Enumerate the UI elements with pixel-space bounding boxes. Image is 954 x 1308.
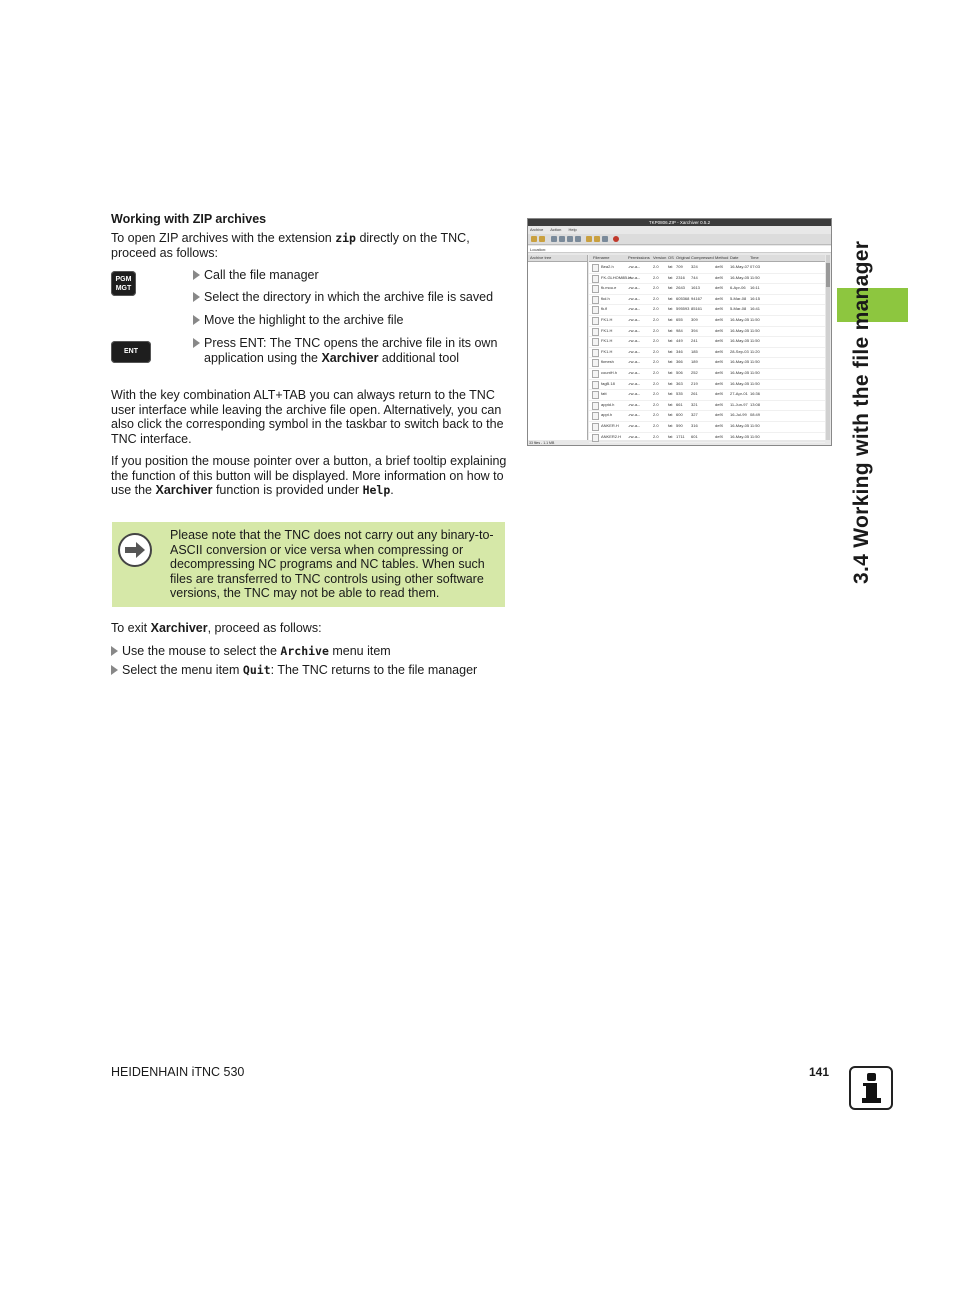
file-cell: fat	[668, 359, 673, 365]
file-cell: 600	[676, 412, 683, 418]
file-cell: 2.0	[653, 274, 659, 280]
file-cell: 5-Mar-08	[730, 295, 747, 301]
file-icon	[592, 391, 599, 399]
inline-code-zip: zip	[335, 231, 356, 245]
status-bar: 33 files - 1.1 MB	[529, 441, 555, 445]
file-cell: -rw-a--	[628, 274, 640, 280]
file-cell: 16-Jul-99	[730, 412, 747, 418]
file-cell: 11:50	[750, 423, 760, 428]
file-cell: FK1.H	[601, 338, 613, 344]
file-cell: 2.0	[653, 370, 659, 375]
file-icon	[592, 275, 599, 283]
file-cell: fk.fl	[601, 306, 608, 312]
file-cell: FK1.H	[601, 348, 613, 354]
file-cell: FK1.H	[601, 327, 613, 333]
file-cell: defX	[715, 264, 724, 269]
file-cell: fat	[668, 306, 673, 312]
arrow-right-icon	[118, 533, 152, 567]
file-cell: 2.0	[653, 264, 659, 269]
file-cell: 2.0	[653, 412, 659, 418]
window-title: TKP0806.ZIP - Xarchiver 0.5.2	[528, 219, 831, 226]
file-cell: 16-May-05	[730, 423, 750, 428]
file-cell: 2.0	[653, 306, 659, 312]
file-icon	[592, 402, 599, 410]
triangle-bullet-icon	[111, 665, 118, 675]
step-item: Press ENT: The TNC opens the archive file in its own application using the Xarchiver additional tool	[193, 336, 519, 365]
file-cell: 28-Sep-03	[730, 348, 749, 354]
page-number: 141	[809, 1065, 830, 1079]
file-cell: ANKER2.H	[601, 433, 622, 439]
file-icon	[592, 412, 599, 420]
file-cell: 309	[691, 317, 698, 322]
archive-tree-panel[interactable]	[528, 255, 588, 440]
inline-code-help: Help	[362, 483, 391, 497]
pgm-mgt-key-icon: PGM MGT	[111, 271, 136, 296]
file-cell: fat	[668, 380, 673, 386]
file-cell: 2.0	[653, 359, 659, 365]
file-cell: 394	[691, 327, 698, 333]
file-cell: 11:50	[750, 317, 760, 322]
column-header[interactable]: OS	[668, 255, 674, 260]
file-cell: 744	[691, 274, 698, 280]
file-cell: 16-May-05	[730, 274, 750, 280]
file-cell: 316	[691, 423, 698, 428]
file-cell: -rw-a--	[628, 295, 640, 301]
file-icon	[592, 317, 599, 325]
file-cell: 321	[691, 401, 698, 407]
file-cell: ANKER.H	[601, 423, 619, 428]
file-cell: fkd.h	[601, 295, 610, 301]
file-cell: 16:41	[750, 306, 761, 312]
file-cell: fat	[668, 338, 673, 344]
file-cell: -rw-a--	[628, 391, 640, 397]
file-cell: 2316	[676, 274, 685, 280]
file-cell: defX	[715, 423, 724, 428]
column-header[interactable]: Method	[715, 255, 729, 260]
extract-icon[interactable]	[586, 236, 592, 242]
file-cell: 241	[691, 338, 698, 344]
file-cell: defX	[715, 327, 724, 333]
file-cell: 2.0	[653, 433, 659, 439]
file-cell: 85161	[691, 306, 703, 312]
file-cell: 2.0	[653, 401, 659, 407]
file-icon	[592, 296, 599, 304]
file-cell: 16-May-07	[730, 264, 750, 269]
file-cell: 2643	[676, 285, 685, 291]
file-icon	[592, 328, 599, 336]
ent-key-icon: ENT	[111, 341, 151, 363]
file-cell: defX	[715, 306, 724, 312]
file-cell: -rw-a--	[628, 433, 640, 439]
file-cell: fagB.18	[601, 380, 615, 386]
location-bar[interactable]: Location:	[528, 246, 831, 253]
file-cell: fat	[668, 423, 673, 428]
file-icon	[592, 381, 599, 389]
file-row[interactable]	[589, 432, 825, 444]
toolbar	[528, 234, 831, 245]
menu-action[interactable]: Action	[550, 227, 562, 232]
file-cell: 346	[676, 348, 683, 354]
file-cell: 16:15	[750, 295, 761, 301]
file-cell: 189	[691, 359, 698, 365]
add-icon[interactable]	[594, 236, 600, 242]
file-cell: defX	[715, 433, 724, 439]
file-cell: 07:03	[750, 264, 761, 269]
file-icon	[592, 434, 599, 442]
file-cell: 327	[691, 412, 698, 418]
file-cell: defX	[715, 391, 724, 397]
file-cell: 11:20	[750, 348, 760, 354]
file-cell: 16-May-05	[730, 380, 750, 386]
file-icon	[592, 264, 599, 272]
file-cell: 2.0	[653, 380, 659, 386]
file-cell: defX	[715, 338, 724, 344]
file-cell: 27-Apr-01	[730, 391, 748, 397]
file-cell: fat	[668, 412, 673, 418]
file-cell: -rw-a--	[628, 327, 640, 333]
triangle-bullet-icon	[193, 270, 200, 280]
menu-help[interactable]: Help	[568, 227, 577, 232]
paragraph-tooltip: If you position the mouse pointer over a button, a brief tooltip explaining the function of this button will be displayed. More information on how to use the Xarchiver function is provided under Help.	[111, 454, 507, 497]
file-cell: 595593	[676, 306, 690, 312]
file-cell: fat	[668, 317, 673, 322]
menu-archive[interactable]: Archive	[530, 227, 544, 232]
file-cell: fat	[668, 285, 673, 291]
file-cell: -rw-a--	[628, 359, 640, 365]
file-cell: 16-May-05	[730, 359, 750, 365]
file-cell: -rw-a--	[628, 285, 640, 291]
file-cell: 2.0	[653, 391, 659, 397]
file-cell: defX	[715, 317, 724, 322]
section-heading: Working with ZIP archives	[111, 212, 267, 226]
file-cell: 709	[676, 264, 683, 269]
file-cell: defX	[715, 380, 724, 386]
file-cell: 185	[691, 348, 698, 354]
intro-paragraph: To open ZIP archives with the extension zip directly on the TNC, proceed as follows:	[111, 231, 470, 260]
file-cell: fatt	[601, 391, 607, 397]
file-cell: 94167	[691, 295, 703, 301]
file-cell: defX	[715, 285, 724, 291]
file-cell: 11:50	[750, 338, 760, 344]
column-header[interactable]: Filename	[593, 255, 610, 260]
file-icon	[592, 285, 599, 293]
column-header[interactable]: Compressed	[691, 255, 714, 260]
footer-product: HEIDENHAIN iTNC 530	[111, 1065, 245, 1079]
file-cell: fk.mou.e	[601, 285, 617, 291]
triangle-bullet-icon	[193, 292, 200, 302]
file-cell: defX	[715, 274, 724, 280]
file-cell: 605368	[676, 295, 690, 301]
file-cell: 16-May-05	[730, 317, 750, 322]
file-cell: 661	[676, 401, 683, 407]
step-item: Move the highlight to the archive file	[193, 313, 508, 328]
file-cell: -rw-a--	[628, 380, 640, 386]
file-cell: 16:11	[750, 285, 760, 291]
column-header[interactable]: Date	[730, 255, 739, 260]
file-cell: fat	[668, 401, 673, 407]
xarchiver-screenshot	[527, 218, 832, 446]
file-cell: 2.0	[653, 423, 659, 428]
view-icon[interactable]	[602, 236, 608, 242]
file-cell: 6-Apr-06	[730, 285, 746, 291]
menu-bar	[530, 227, 583, 233]
file-cell: -rw-a--	[628, 348, 640, 354]
file-cell: 13:08	[750, 401, 761, 407]
file-cell: 11-Jun-97	[730, 401, 748, 407]
file-cell: -rw-a--	[628, 264, 640, 269]
note-text: Please note that the TNC does not carry out any binary-to-ASCII conversion or vice versa when compressing or decompressing NC programs and NC tables. When such files are transferred to TNC controls using other software versions, the TNC may not be able to read them.	[170, 528, 494, 600]
file-cell: 590	[676, 423, 683, 428]
back-icon[interactable]	[551, 236, 557, 242]
file-icon	[592, 338, 599, 346]
info-icon	[849, 1066, 893, 1110]
file-cell: 11:50	[750, 274, 760, 280]
file-cell: FK-GLHOM8B.H	[601, 274, 632, 280]
file-cell: 261	[691, 391, 698, 397]
file-cell: 16-May-05	[730, 338, 750, 344]
file-cell: appt.h	[601, 412, 613, 418]
file-cell: 2.0	[653, 348, 659, 354]
file-cell: 363	[676, 380, 683, 386]
file-cell: 324	[691, 264, 698, 269]
inline-code-archive: Archive	[280, 644, 329, 658]
new-icon[interactable]	[531, 236, 537, 242]
file-list[interactable]	[589, 255, 825, 440]
column-header[interactable]: Original	[676, 255, 690, 260]
file-cell: 984	[676, 327, 683, 333]
file-cell: 601	[691, 433, 698, 439]
file-cell: 16-May-05	[730, 370, 750, 375]
paragraph-alt-tab: With the key combination ALT+TAB you can always return to the TNC user interface while leaving the archive file open. Alternatively, you can also click the corresponding symbol in the taskbar to switch back to the TNC interface.	[111, 388, 504, 446]
file-icon	[592, 423, 599, 431]
file-cell: fat	[668, 370, 673, 375]
file-cell: 535	[676, 391, 683, 397]
file-list-header	[589, 255, 825, 262]
open-icon[interactable]	[539, 236, 545, 242]
file-cell: -rw-a--	[628, 401, 640, 407]
file-cell: 506	[676, 370, 683, 375]
file-cell: fat	[668, 264, 673, 269]
file-cell: 655	[676, 317, 683, 322]
exit-step: Use the mouse to select the Archive menu item	[111, 644, 508, 659]
file-cell: 366	[676, 359, 683, 365]
file-cell: -rw-a--	[628, 370, 640, 375]
file-cell: defX	[715, 348, 724, 354]
file-cell: -rw-a--	[628, 317, 640, 322]
file-cell: fat	[668, 348, 673, 354]
vertical-section-title: 3.4 Working with the file manager	[850, 240, 873, 584]
file-cell: defX	[715, 401, 724, 407]
file-cell: 11:50	[750, 327, 760, 333]
file-cell: fat	[668, 274, 673, 280]
triangle-bullet-icon	[193, 338, 200, 348]
file-cell: 1711	[676, 433, 685, 439]
file-cell: 1613	[691, 285, 700, 291]
file-cell: defX	[715, 412, 724, 418]
file-cell: 16-May-05	[730, 327, 750, 333]
file-cell: 2.0	[653, 327, 659, 333]
file-cell: 11:50	[750, 380, 760, 386]
step-item: Call the file manager	[193, 268, 508, 283]
archive-tree-header: Archive tree	[528, 255, 587, 262]
file-cell: fat	[668, 433, 673, 439]
inline-code-quit: Quit	[242, 663, 271, 677]
file-cell: 2.0	[653, 295, 659, 301]
file-cell: fat	[668, 327, 673, 333]
stop-icon[interactable]	[613, 236, 619, 242]
file-cell: defX	[715, 359, 724, 365]
file-cell: 16-May-05	[730, 433, 750, 439]
file-icon	[592, 349, 599, 357]
forward-icon[interactable]	[567, 236, 573, 242]
file-cell: Bea2.h	[601, 264, 614, 269]
triangle-bullet-icon	[111, 646, 118, 656]
file-icon	[592, 306, 599, 314]
file-cell: 5-Mar-08	[730, 306, 747, 312]
file-cell: 16:36	[750, 391, 761, 397]
file-cell: fkmesh	[601, 359, 614, 365]
file-cell: -rw-a--	[628, 423, 640, 428]
file-cell: 11:50	[750, 433, 760, 439]
file-cell: apptd.h	[601, 401, 615, 407]
file-cell: 08:49	[750, 412, 761, 418]
file-cell: countH.h	[601, 370, 618, 375]
file-cell: 2.0	[653, 317, 659, 322]
file-icon	[592, 370, 599, 378]
exit-intro: To exit Xarchiver, proceed as follows:	[111, 621, 322, 635]
column-header[interactable]: Permissions	[628, 255, 650, 260]
up-icon[interactable]	[559, 236, 565, 242]
file-cell: -rw-a--	[628, 338, 640, 344]
file-cell: 2.0	[653, 285, 659, 291]
file-cell: 252	[691, 370, 698, 375]
exit-step: Select the menu item Quit: The TNC returns to the file manager	[111, 663, 508, 678]
file-cell: 219	[691, 380, 698, 386]
step-item: Select the directory in which the archive file is saved	[193, 290, 508, 305]
file-cell: 449	[676, 338, 683, 344]
file-cell: -rw-a--	[628, 306, 640, 312]
file-cell: defX	[715, 295, 724, 301]
triangle-bullet-icon	[193, 315, 200, 325]
file-icon	[592, 359, 599, 367]
file-cell: fat	[668, 391, 673, 397]
file-cell: fat	[668, 295, 673, 301]
file-cell: -rw-a--	[628, 412, 640, 418]
file-cell: 11:50	[750, 370, 760, 375]
column-header[interactable]: Version	[653, 255, 667, 260]
file-cell: 2.0	[653, 338, 659, 344]
file-cell: defX	[715, 370, 724, 375]
file-cell: 11:50	[750, 359, 760, 365]
column-header[interactable]: Time	[750, 255, 759, 260]
home-icon[interactable]	[575, 236, 581, 242]
file-cell: FK1.H	[601, 317, 613, 322]
